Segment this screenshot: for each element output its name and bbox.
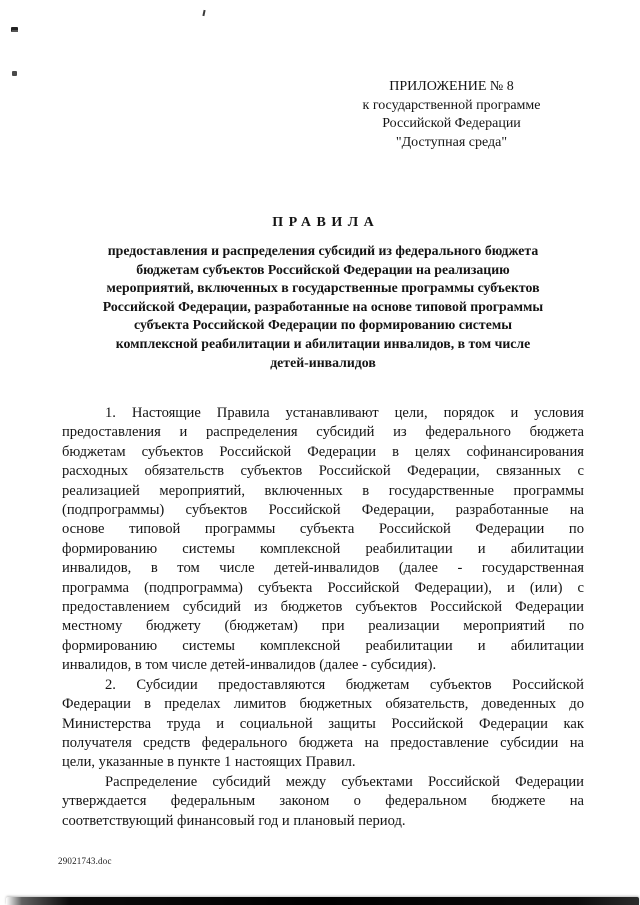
text-line: цели, указанные в пункте 1 настоящих Правил. xyxy=(62,754,356,771)
text-line: формированию системы комплексной реабилитации и абилитации xyxy=(62,637,584,654)
text-line: 2. Субсидии предоставляются бюджетам субъектов Российской xyxy=(105,676,584,693)
text-line: Министерства труда и социальной защиты Российской Федерации как xyxy=(62,715,584,732)
text-line: формированию системы комплексной реабилитации и абилитации xyxy=(62,540,584,557)
text-line: местному бюджету (бюджетам) при реализации мероприятий по xyxy=(62,618,584,635)
text-line: утверждается федеральным законом о федеральном бюджете на xyxy=(62,793,584,810)
text-line: Российской Федерации, разработанные на основе типовой программы xyxy=(102,298,544,314)
scan-edge-artifact xyxy=(6,897,639,905)
paragraph xyxy=(62,676,584,773)
text-line: (подпрограммы) субъектов Российской Федерации, разработанные на xyxy=(62,502,584,519)
text-line: бюджетам субъектов Российской Федерации в целях софинансирования xyxy=(62,443,584,460)
text-line: предоставления и распределения субсидий из федерального бюджета xyxy=(62,424,584,441)
scan-speck-icon xyxy=(11,27,18,32)
text-line: инвалидов, в том числе детей-инвалидов (далее - государственная xyxy=(62,560,584,577)
footer-filename: 29021743.doc xyxy=(58,856,112,866)
text-line: бюджетам субъектов Российской Федерации на реализацию xyxy=(136,261,510,277)
text-line: реализацией мероприятий, включенных в государственные программы xyxy=(62,482,584,499)
text-line: предоставления и распределения субсидий из федерального бюджета xyxy=(107,243,539,258)
text-line: "Доступная среда" xyxy=(395,135,508,151)
text-line: расходных обязательств субъектов Российской Федерации, связанных с xyxy=(62,463,584,480)
text-line: детей-инвалидов xyxy=(270,354,376,370)
text-line: Российской Федерации xyxy=(382,116,521,132)
text-line: Распределение субсидий между субъектами Российской Федерации xyxy=(105,773,584,790)
paragraph xyxy=(62,773,584,831)
paragraph xyxy=(62,404,584,676)
text-line: Федерации в пределах лимитов бюджетных обязательств, доведенных до xyxy=(62,696,584,713)
text-line: к государственной программе xyxy=(362,97,541,113)
document-body xyxy=(62,404,584,831)
text-line: получателя средств федерального бюджета на предоставление субсидии на xyxy=(62,734,584,751)
text-line: инвалидов, в том числе детей-инвалидов (далее - субсидия). xyxy=(62,657,437,674)
rules-heading: ПРАВИЛА xyxy=(272,215,380,230)
text-line: комплексной реабилитации и абилитации инвалидов, в том числе xyxy=(115,335,531,351)
text-line: ПРИЛОЖЕНИЕ № 8 xyxy=(389,79,514,94)
text-line: соответствующий финансовый год и плановый период. xyxy=(62,812,406,829)
appendix-header xyxy=(311,78,592,153)
text-line: программа (подпрограмма) субъекта Российской Федерации), и (или) с xyxy=(62,579,584,596)
scan-speck-icon xyxy=(12,71,17,76)
text-line: предоставлением субсидий из бюджетов субъектов Российской Федерации xyxy=(62,599,584,616)
scan-speck-icon xyxy=(202,10,205,16)
text-line: 1. Настоящие Правила устанавливают цели, порядок и условия xyxy=(105,405,584,421)
text-line: мероприятий, включенных в государственные программы субъектов xyxy=(106,280,540,296)
document-title xyxy=(62,242,584,372)
text-line: субъекта Российской Федерации по формированию системы xyxy=(134,317,512,333)
text-line: основе типовой программы субъекта Российской Федерации по xyxy=(62,521,584,538)
